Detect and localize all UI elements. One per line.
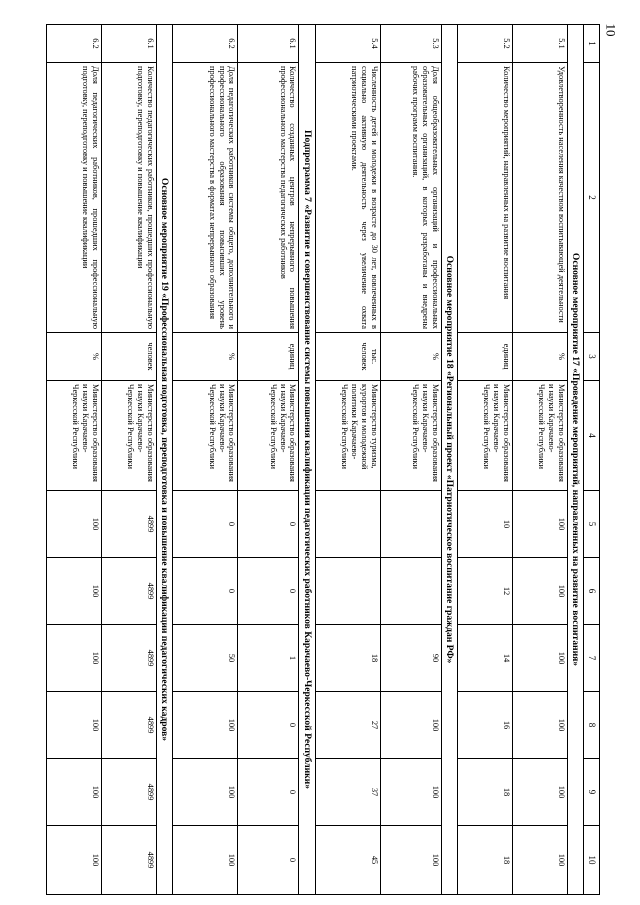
value-cell: 100	[513, 826, 568, 895]
column-header: 1	[584, 25, 600, 63]
value-cell: 100	[513, 625, 568, 692]
section-header-row	[568, 25, 584, 895]
column-header: 2	[584, 63, 600, 333]
unit-cell: %	[380, 333, 441, 381]
indicator-name: Доля общеобразовательных организаций и профессиональных образовательных организаций, в которых разработаны и внедрены рабочих программ воспитания.	[380, 63, 441, 333]
value-cell: 100	[47, 625, 102, 692]
value-cell: 0	[173, 558, 238, 625]
table-row	[315, 25, 380, 895]
page-number: 10	[603, 23, 619, 37]
value-cell: 45	[315, 826, 380, 895]
value-cell: 27	[315, 692, 380, 759]
value-cell: 18	[315, 625, 380, 692]
value-cell: 50	[173, 625, 238, 692]
value-cell: 100	[513, 759, 568, 826]
value-cell: 100	[47, 692, 102, 759]
value-cell: 0	[238, 491, 299, 558]
value-cell: 1	[238, 625, 299, 692]
table-row	[458, 25, 513, 895]
row-number: 6.1	[102, 25, 157, 63]
value-cell: 100	[380, 759, 441, 826]
value-cell: 100	[513, 692, 568, 759]
value-cell: 100	[380, 692, 441, 759]
row-number: 6.2	[173, 25, 238, 63]
unit-cell: единиц	[458, 333, 513, 381]
section-header-row	[157, 25, 173, 895]
value-cell: 16	[458, 692, 513, 759]
row-number: 5.3	[380, 25, 441, 63]
section-title: Подпрограмма 7 «Развитие и совершенствование системы повышения квалификации педагогических работников Карачаево-Черкесской Республики»	[299, 25, 315, 895]
column-header: 10	[584, 826, 600, 895]
indicator-name: Количество педагогических работников, прошедших профессиональную подготовку, переподготовку и повышение квалификации	[102, 63, 157, 333]
table-row	[380, 25, 441, 895]
value-cell: 4899	[102, 625, 157, 692]
value-cell: 0	[173, 491, 238, 558]
value-cell: 100	[513, 558, 568, 625]
indicator-name: Количество созданных центров непрерывного повышения профессионального мастерства педагогических работников	[238, 63, 299, 333]
indicator-name: Удовлетворенность населения качеством воспитывающей деятельности	[513, 63, 568, 333]
value-cell: 100	[173, 759, 238, 826]
row-number: 6.2	[47, 25, 102, 63]
column-header: 8	[584, 692, 600, 759]
value-cell: 100	[513, 491, 568, 558]
value-cell	[380, 558, 441, 625]
indicator-name: Доля педагогических работников, прошедших профессиональную подготовку, переподготовку и повышение квалификации	[47, 63, 102, 333]
value-cell: 100	[173, 826, 238, 895]
row-number: 5.4	[315, 25, 380, 63]
value-cell: 0	[238, 692, 299, 759]
section-title: Основное мероприятие 19 «Профессиональная подготовка, переподготовка и повышение квалификации педагогических кадров»	[157, 25, 173, 895]
value-cell: 4899	[102, 491, 157, 558]
section-title: Основное мероприятие 18 «Региональный проект «Патриотическое воспитание граждан РФ»	[441, 25, 457, 895]
value-cell: 37	[315, 759, 380, 826]
column-header: 7	[584, 625, 600, 692]
column-header: 3	[584, 333, 600, 381]
value-cell: 4899	[102, 692, 157, 759]
column-header: 9	[584, 759, 600, 826]
value-cell: 0	[238, 759, 299, 826]
column-number-row	[584, 25, 600, 895]
column-header: 5	[584, 491, 600, 558]
value-cell: 100	[47, 558, 102, 625]
unit-cell: %	[47, 333, 102, 381]
section-header-row	[441, 25, 457, 895]
section-title: Основное мероприятие 17 «Проведение мероприятий, направленных на развитие воспитания»	[568, 25, 584, 895]
executor-cell: Министерство образования и науки Карачаево-Черкесской Республики	[102, 381, 157, 491]
value-cell: 100	[380, 826, 441, 895]
value-cell: 4899	[102, 759, 157, 826]
value-cell: 4899	[102, 558, 157, 625]
value-cell	[315, 558, 380, 625]
value-cell: 100	[47, 491, 102, 558]
value-cell	[380, 491, 441, 558]
unit-cell: тыс. человек	[315, 333, 380, 381]
executor-cell: Министерство образования и науки Карачаево-Черкесской Республики	[173, 381, 238, 491]
table-row	[47, 25, 102, 895]
table-row	[513, 25, 568, 895]
indicator-name: Количество мероприятий, направленных на развитие воспитания	[458, 63, 513, 333]
section-header-row	[299, 25, 315, 895]
row-number: 5.2	[458, 25, 513, 63]
unit-cell: %	[173, 333, 238, 381]
indicators-table	[46, 24, 600, 895]
unit-cell: единиц	[238, 333, 299, 381]
executor-cell: Министерство образования и науки Карачаево-Черкесской Республики	[380, 381, 441, 491]
value-cell: 100	[47, 759, 102, 826]
column-header: 6	[584, 558, 600, 625]
value-cell: 10	[458, 491, 513, 558]
unit-cell: %	[513, 333, 568, 381]
unit-cell: человек	[102, 333, 157, 381]
rotated-table-container	[70, 24, 600, 894]
table-row	[238, 25, 299, 895]
value-cell: 18	[458, 759, 513, 826]
value-cell: 4899	[102, 826, 157, 895]
value-cell: 0	[238, 826, 299, 895]
executor-cell: Министерство образования и науки Карачаево-Черкесской Республики	[458, 381, 513, 491]
value-cell: 0	[238, 558, 299, 625]
executor-cell: Министерство образования и науки Карачаево-Черкесской Республики	[513, 381, 568, 491]
executor-cell: Министерство образования и науки Карачаево-Черкесской Республики	[47, 381, 102, 491]
row-number: 6.1	[238, 25, 299, 63]
value-cell: 12	[458, 558, 513, 625]
value-cell	[315, 491, 380, 558]
value-cell: 100	[173, 692, 238, 759]
indicator-name: Численность детей и молодежи в возрасте до 30 лет, вовлеченных в социально активную деятельность через увеличение охвата патриотическими проектами.	[315, 63, 380, 333]
executor-cell: Министерство образования и науки Карачаево-Черкесской Республики	[238, 381, 299, 491]
row-number: 5.1	[513, 25, 568, 63]
value-cell: 90	[380, 625, 441, 692]
table-row	[173, 25, 238, 895]
value-cell: 100	[47, 826, 102, 895]
column-header: 4	[584, 381, 600, 491]
value-cell: 14	[458, 625, 513, 692]
table-row	[102, 25, 157, 895]
executor-cell: Министерство туризма, курортов и молодежной политики Карачаево-Черкесской Республики	[315, 381, 380, 491]
indicator-name: Доля педагогических работников системы общего, дополнительного и профессионального образования повысивших уровень профессионального мастерства в форматах непрерывного образования	[173, 63, 238, 333]
value-cell: 18	[458, 826, 513, 895]
